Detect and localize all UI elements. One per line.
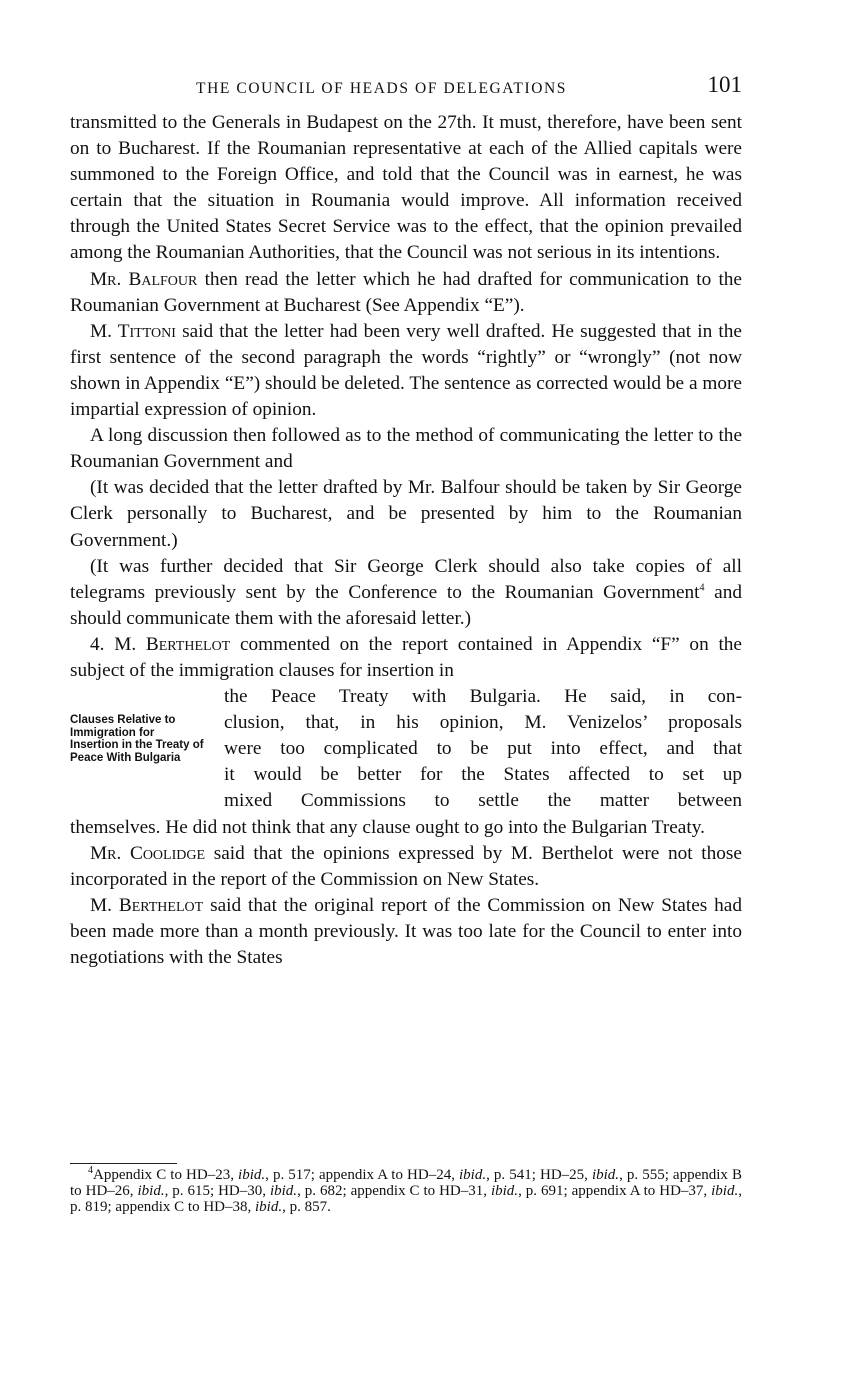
footnote-reference: 4 [699, 582, 705, 594]
footnote-part: , p. 517; appendix A to HD–24, [265, 1167, 460, 1183]
footnote-part: Appendix C to HD–23, [93, 1167, 239, 1183]
text-line: clusion, that, in his opinion, M. Venizelos’ proposals [224, 712, 742, 734]
footnote-part: , p. 857. [282, 1198, 331, 1215]
ibid: ibid. [255, 1198, 283, 1215]
paragraph-text: A long discussion then followed as to the method of communicating the letter to the Roumanian Government and [70, 425, 742, 473]
speaker-name: Mr. Coolidge [90, 842, 206, 864]
resolution-paragraph [70, 554, 742, 632]
page-number: 101 [707, 72, 742, 97]
paragraph [70, 893, 742, 971]
paragraph-text: themselves. He did not think that any clause ought to go into the Bulgarian Treaty. [70, 816, 705, 838]
ibid: ibid. [459, 1167, 487, 1183]
ibid: ibid. [269, 1182, 298, 1199]
footnote [70, 1165, 742, 1215]
paragraph-text: said that the original report of the Commission on New States had been made more than a month previously. It was too late for the Council to enter into negotiations with the States [70, 894, 742, 968]
speaker-name: M. Berthelot [90, 894, 204, 916]
paragraph-text: said that the opinions expressed by M. Berthelot were not those incorporated in the report of the Commission on New States. [70, 842, 742, 890]
running-head-title: THE COUNCIL OF HEADS OF DELEGATIONS [196, 80, 568, 97]
body-text [70, 110, 742, 971]
ibid: ibid. [137, 1182, 165, 1199]
page-content [70, 70, 742, 971]
ibid: ibid. [238, 1167, 266, 1183]
paragraph [70, 319, 742, 423]
speaker-name: M. Tittoni [90, 320, 176, 342]
margin-note: Clauses Relative to Immigration for Insertion in the Treaty of Peace With Bulgaria [70, 714, 204, 764]
paragraph [70, 632, 742, 684]
footnote-rule [70, 1163, 177, 1164]
paragraph-continuation [70, 815, 742, 841]
paragraph-text: (It was further decided that Sir George Clerk should also take copies of all telegrams previously sent by the Conference to the Roumanian Government [70, 555, 742, 603]
wrapped-lines [224, 684, 742, 814]
paragraph-text: and should communicate them with the aforesaid letter.) [70, 581, 742, 629]
footnote-part: , p. 682; appendix C to HD–31, [297, 1182, 491, 1199]
footnote-part: , p. 819; appendix C to HD–38, [70, 1182, 742, 1215]
paragraph [70, 423, 742, 475]
footnote-part: , p. 555; appendix B to HD–26, [70, 1167, 742, 1199]
text-line: were too complicated to be put into effect, and that [224, 738, 742, 760]
footnote-part: , p. 615; HD–30, [164, 1182, 270, 1199]
paragraph-text: said that the letter had been very well drafted. He suggested that in the first sentence of the second paragraph the words “rightly” or “wrongly” (not now shown in Appendix “E”) should be deleted. The sentence as corrected would be a more impartial expression of opinion. [70, 320, 742, 421]
paragraph [70, 841, 742, 893]
text-line: the Peace Treaty with Bulgaria. He said, in con- [224, 686, 742, 708]
speaker-name: Mr. Balfour [90, 268, 198, 290]
footnote-text [70, 1165, 742, 1215]
resolution-paragraph [70, 475, 742, 553]
running-head [70, 70, 742, 110]
ibid: ibid. [490, 1182, 519, 1199]
paragraph-text: then read the letter which he had drafted for communication to the Roumanian Government at Bucharest (See Appendix “E”). [70, 268, 742, 316]
item-number: 4. [90, 633, 105, 655]
ibid: ibid. [711, 1182, 739, 1199]
paragraph-text: (It was decided that the letter drafted by Mr. Balfour should be taken by Sir George Clerk personally to Bucharest, and be presented by him to the Roumanian Government.) [70, 477, 742, 551]
text-line: mixed Commissions to settle the matter between [224, 790, 742, 812]
footnote-part: , p. 691; appendix A to HD–37, [518, 1182, 712, 1199]
wrapped-block [70, 684, 742, 814]
paragraph [70, 110, 742, 267]
text-line: it would be better for the States affected to set up [224, 764, 742, 786]
footnote-marker: 4 [88, 1165, 93, 1176]
paragraph-text: commented on the report contained in Appendix “F” on the subject of the immigration clauses for insertion in [70, 633, 742, 681]
footnote-part: , p. 541; HD–25, [486, 1167, 592, 1183]
speaker-name: M. Berthelot [114, 633, 231, 655]
paragraph [70, 267, 742, 319]
ibid: ibid. [591, 1167, 620, 1183]
paragraph-text: transmitted to the Generals in Budapest on the 27th. It must, therefore, have been sent on to Bucharest. If the Roumanian representative at each of the Allied capitals were summoned to the Foreign Office, and told that the Council was in earnest, he was certain that the situation in Roumania would improve. All information received through the United States Secret Service was to the effect, that the opinion prevailed among the Roumanian Authorities, that the Council was not serious in its intentions. [70, 112, 742, 264]
